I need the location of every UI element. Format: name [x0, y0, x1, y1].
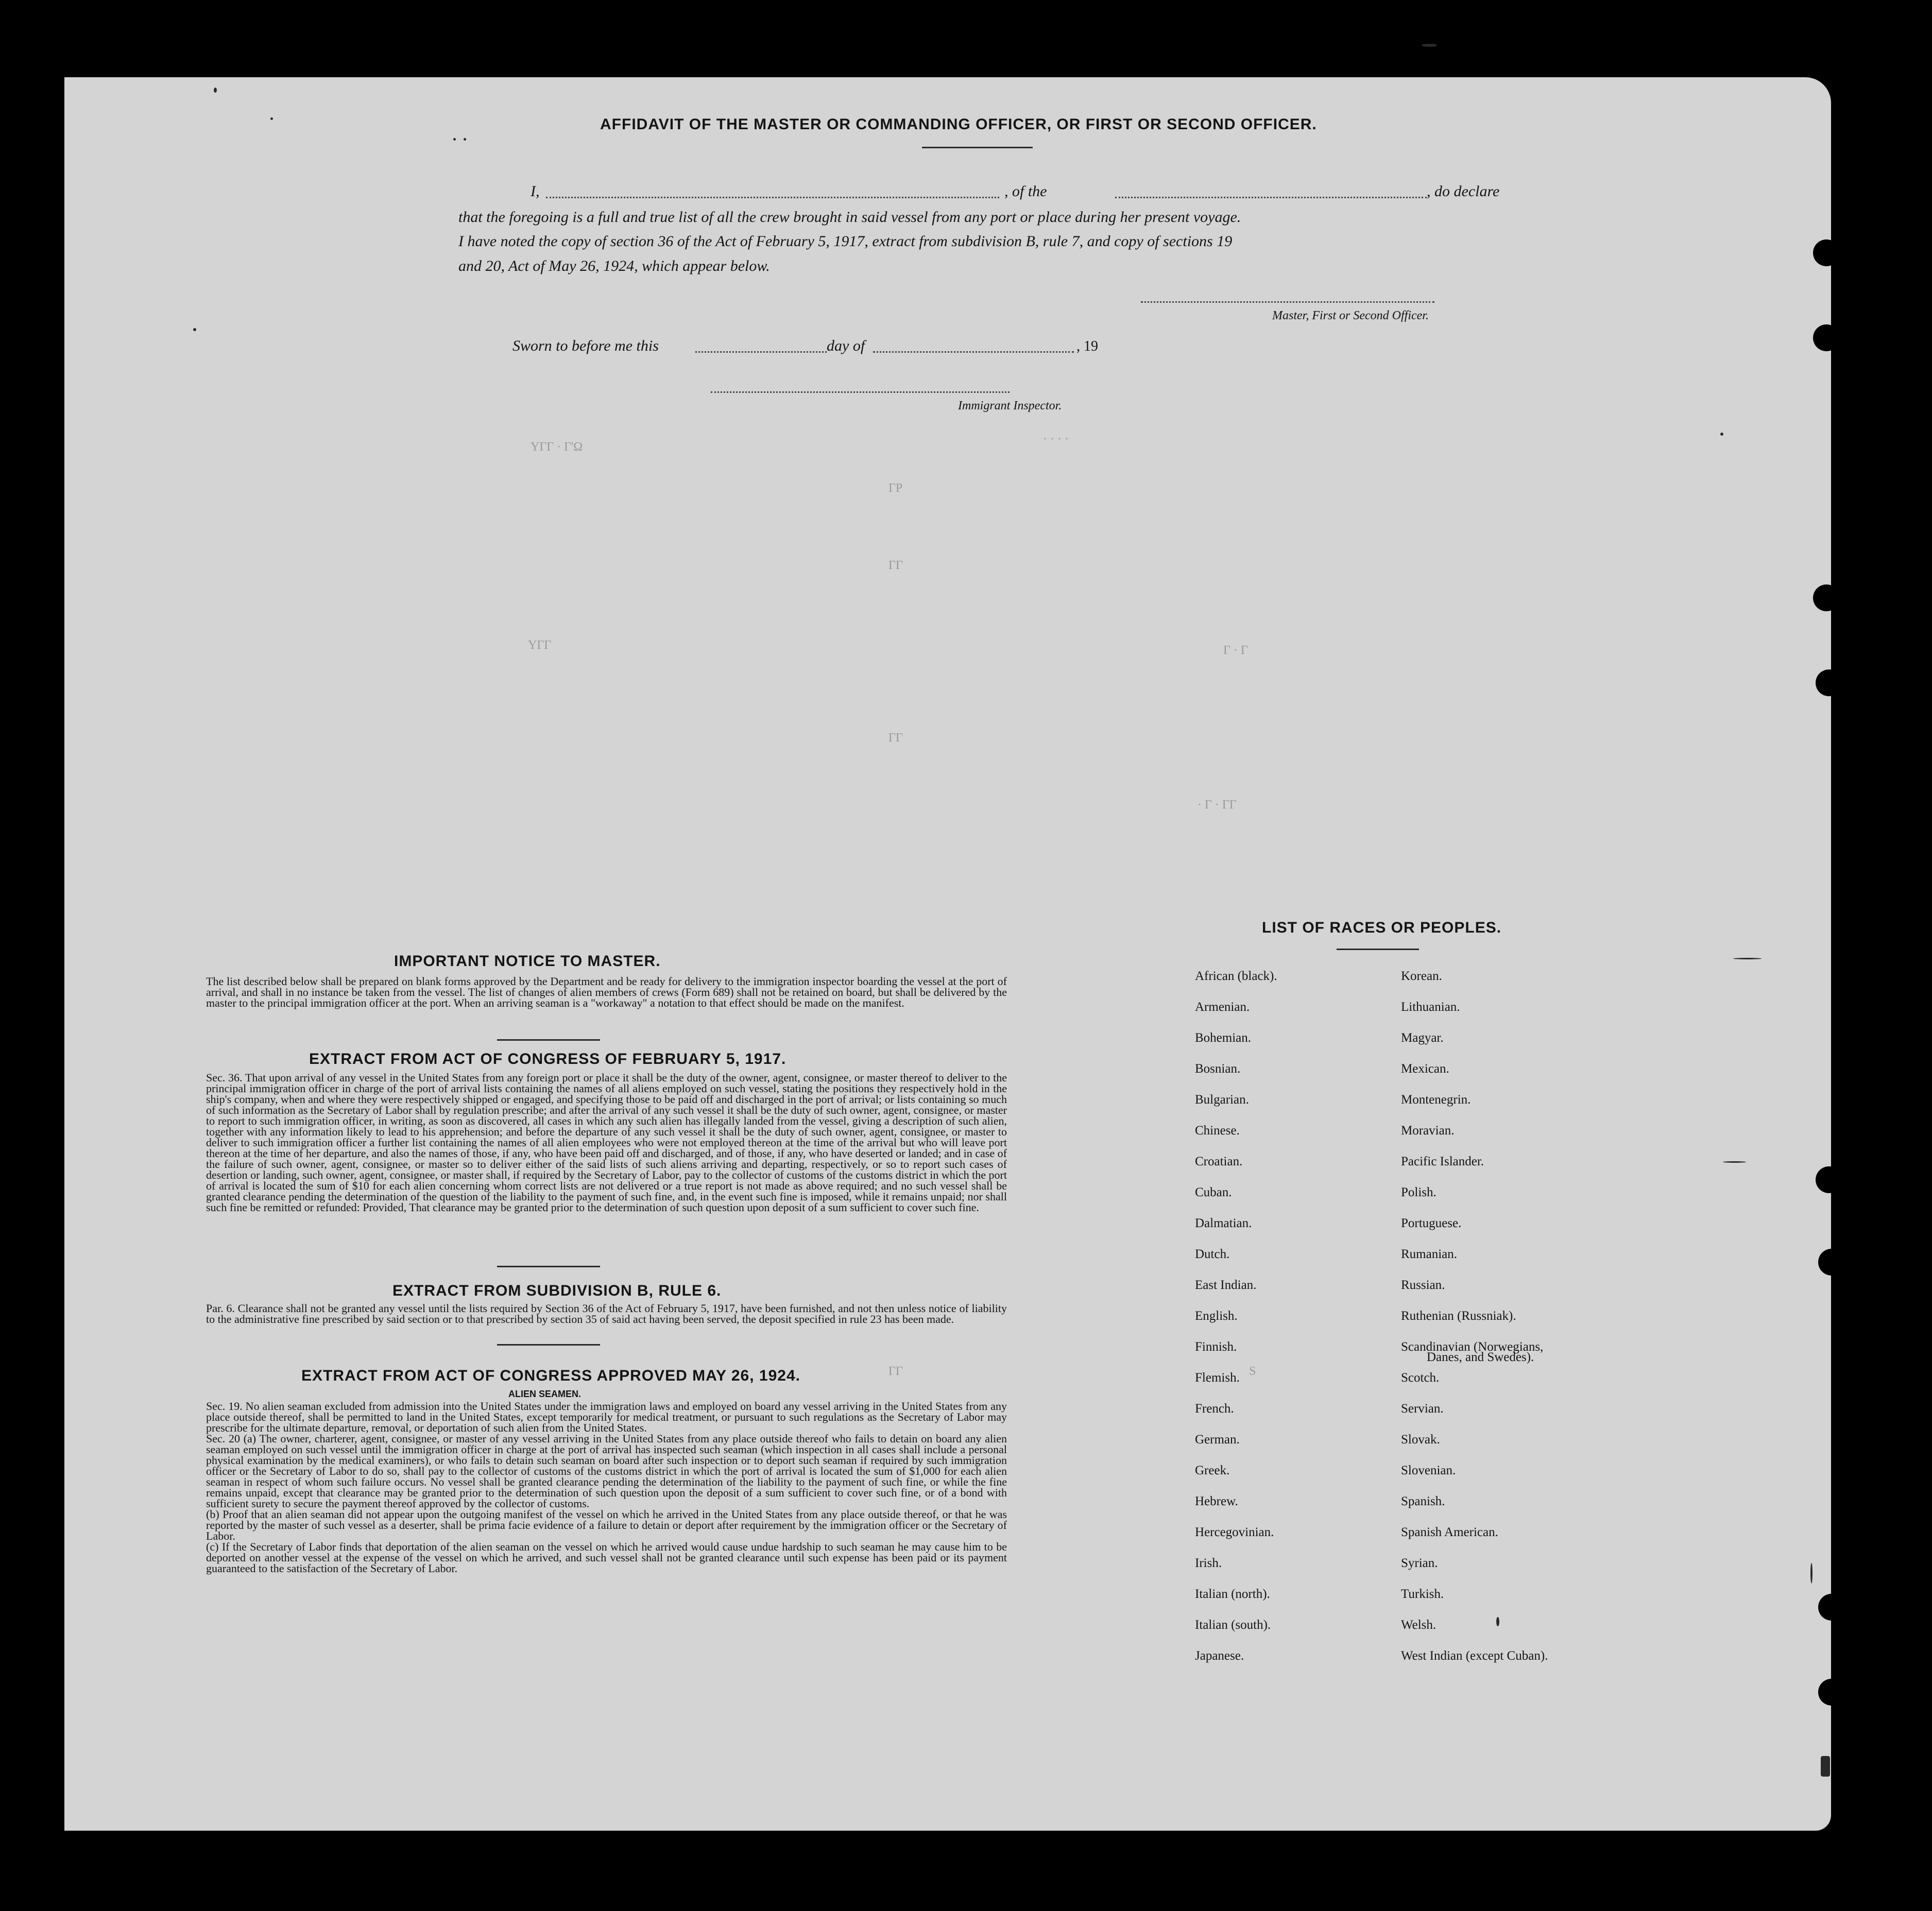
affidavit-line4: and 20, Act of May 26, 1924, which appear below. — [458, 257, 770, 274]
race-item: Ruthenian (Russniak). — [1401, 1309, 1516, 1323]
race-item: Hercegovinian. — [1195, 1525, 1274, 1539]
extract1924-sec20b: (b) Proof that an alien seaman did not appear upon the outgoing manifest of the vessel on which he arrived in the United States from any place outside thereof, or that he was reported by the master of such vessel as a deserter, shall be prima facie evidence of a failure to detain or deport after requirement by the immigration officer or the Secretary of Labor. — [206, 1508, 1007, 1542]
sworn-month-blank — [873, 351, 1074, 353]
race-item: Croatian. — [1195, 1155, 1243, 1168]
race-item: Magyar. — [1401, 1031, 1444, 1045]
extract1917-body: Sec. 36. That upon arrival of any vessel in the United States from any foreign port or place it shall be the duty of the owner, agent, consignee, or master thereof to deliver to the principal immigration officer in charge of the port of arrival lists containing the names of all aliens employed on such vessel, stating the positions they respectively hold in the ship's company, when and where they were respectively shipped or engaged, and specifying those to be paid off and discharged in the port of arrival; or lists containing so much of such information as the Secretary of Labor shall by regulation prescribe; and after the arrival of any such vessel it shall be the duty of such owner, agent, consignee, or master to report to such immigration officer, in writing, as soon as discovered, all cases in which any such alien has illegally landed from the vessel, giving a description of such alien, together with any information likely to lead to his apprehension; and before the departure of any such vessel it shall be the duty of such owner, agent, consignee, or master to deliver to such immigration officer a further list containing the names of all alien employees who were not employed thereon at the time of the arrival but who will leave port thereon at the time of her departure, and also the names of those, if any, who have been paid off and discharged, and of those, if any, who have deserted or landed; and in case of the failure of such owner, agent, consignee, or master so to deliver either of the said lists of such aliens arriving and departing, respectively, or so to report such cases of desertion or landing, such owner, agent, consignee, or master shall, if required by the Secretary of Labor, pay to the collector of customs of the customs district in which the port of arrival is located the sum of $10 for each alien concerning whom correct lists are not delivered or a true report is not made as above required; and no such vessel shall be granted clearance pending the determination of the question of the liability to the payment of such fine, and, in the event such fine is imposed, while it remains unpaid; nor shall such fine be remitted or refunded: Provided, That clearance may be granted prior to the determination of such question upon deposit of a sum sufficient to cover such fine. — [206, 1071, 1007, 1214]
punch-hole — [1818, 1679, 1845, 1706]
extract1924-body — [206, 1401, 1007, 1574]
race-item: East Indian. — [1195, 1278, 1257, 1292]
sworn-text-b: day of — [827, 337, 865, 354]
punch-hole — [1818, 1594, 1845, 1621]
extract1924-title: EXTRACT FROM ACT OF CONGRESS APPROVED MAY 26, 1924. — [301, 1367, 800, 1384]
race-item: Cuban. — [1195, 1185, 1232, 1199]
race-item: Spanish American. — [1401, 1525, 1498, 1539]
affidavit-title: AFFIDAVIT OF THE MASTER OR COMMANDING OFFICER, OR FIRST OR SECOND OFFICER. — [600, 116, 1317, 133]
sworn-day-blank — [695, 351, 827, 353]
inspector-label: Immigrant Inspector. — [958, 399, 1062, 412]
affidavit-line1-declare: , do declare — [1427, 183, 1500, 200]
race-item: Chinese. — [1195, 1124, 1240, 1138]
race-item: Syrian. — [1401, 1556, 1438, 1570]
sworn-text-a: Sworn to before me this — [512, 337, 659, 354]
race-item: Bohemian. — [1195, 1031, 1252, 1045]
inspector-line — [711, 391, 1010, 393]
race-item: Scotch. — [1401, 1371, 1440, 1385]
notice-rule — [497, 1039, 600, 1041]
race-item: Moravian. — [1401, 1124, 1455, 1138]
race-item: Spanish. — [1401, 1494, 1445, 1508]
extract1924-sec19: Sec. 19. No alien seaman excluded from admission into the United States under the immigration laws and employed on board any vessel arriving in the United States from any place outside thereof, shall be permitted to land in the United States, except temporarily for medical treatment, or pursuant to such regulations as the Secretary of Labor may prescribe for the ultimate departure, removal, or deportation of such alien from the United States. — [206, 1400, 1007, 1434]
signature-line — [1141, 301, 1434, 303]
rule6-body: Par. 6. Clearance shall not be granted any vessel until the lists required by Section 36 of the Act of February 5, 1917, have been furnished, and not then unless notice of liability to the administrative fine prescribed by said section or to that prescribed by section 35 of said act having been served, the deposit specified in rule 23 has been made. — [206, 1302, 1007, 1325]
punch-hole — [1816, 669, 1842, 696]
race-item: Dalmatian. — [1195, 1216, 1252, 1230]
race-item: Slovenian. — [1401, 1464, 1456, 1477]
affidavit-line2: that the foregoing is a full and true list of all the crew brought in said vessel from any port or place during her present voyage. — [458, 209, 1241, 226]
race-scandinavian-cont: Danes, and Swedes). — [1427, 1350, 1534, 1364]
race-item: German. — [1195, 1433, 1240, 1447]
race-item: Bosnian. — [1195, 1062, 1241, 1076]
rule6-title: EXTRACT FROM SUBDIVISION B, RULE 6. — [392, 1282, 722, 1299]
punch-hole — [1816, 1166, 1842, 1193]
race-item: French. — [1195, 1402, 1234, 1416]
notice-title: IMPORTANT NOTICE TO MASTER. — [394, 953, 661, 970]
extract1924-subtitle: ALIEN SEAMEN. — [508, 1389, 582, 1399]
extract1924-sec20a: Sec. 20 (a) The owner, charterer, agent, consignee, or master of any vessel arriving in the United States from any place outside thereof who fails to detain on board any alien seaman employed on such vessel until the immigration officer in charge at the port of arrival has inspected such seaman (which inspection in all cases shall include a personal physical examination by the medical examiners), or who fails to detain such seaman on board after such inspection or to deport such seaman if required by such immigration officer or the Secretary of Labor to do so, shall pay to the collector of customs of the customs district in which the port of arrival is located the sum of $1,000 for each alien seaman in respect of whom such failure occurs. No vessel shall be granted clearance pending the determination of the liability to the payment of such fine, or while the fine remains unpaid, except that clearance may be granted prior to the determination of such question upon the deposit of a sum sufficient to cover such fine, or of a bond with sufficient surety to secure the payment thereof approved by the collector of customs. — [206, 1432, 1007, 1510]
race-item: Bulgarian. — [1195, 1093, 1249, 1107]
race-item: Lithuanian. — [1401, 1000, 1460, 1014]
race-item: Polish. — [1401, 1185, 1437, 1199]
punch-hole — [1818, 1249, 1845, 1276]
sworn-text-c: , 19 — [1076, 338, 1098, 354]
affidavit-line1-of: , of the — [1004, 183, 1047, 200]
race-item: Pacific Islander. — [1401, 1155, 1484, 1168]
race-item: English. — [1195, 1309, 1238, 1323]
signature-label: Master, First or Second Officer. — [1272, 309, 1429, 322]
race-item: Portuguese. — [1401, 1216, 1462, 1230]
affidavit-title-rule — [922, 147, 1033, 148]
race-item: Greek. — [1195, 1464, 1230, 1477]
race-item: Slovak. — [1401, 1433, 1440, 1447]
extract1917-rule — [497, 1266, 600, 1267]
race-item: Dutch. — [1195, 1247, 1230, 1261]
race-item: Russian. — [1401, 1278, 1445, 1292]
race-item: Armenian. — [1195, 1000, 1250, 1014]
notice-body: The list described below shall be prepared on blank forms approved by the Department and be ready for delivery to the immigration inspector boarding the vessel at the port of arrival, and shall in no instance be taken from the vessel. The list of changes of alien members of crews (Form 689) shall not be retained on board, but shall be delivered by the master to the principal immigration officer at the port. When an arriving seaman is a "workaway" a notation to that effect should be made on the manifest. — [206, 975, 1007, 1009]
extract1924-sec20c: (c) If the Secretary of Labor finds that deportation of the alien seaman on the vessel on which he arrived would cause undue hardship to such seaman he may cause him to be deported on another vessel at the expense of the vessel on which he arrived, and such vessel shall not be granted clearance until such expense has been paid or its payment guaranteed to the satisfaction of the Secretary of Labor. — [206, 1540, 1007, 1575]
affidavit-name-blank — [546, 197, 999, 198]
race-item: Mexican. — [1401, 1062, 1449, 1076]
punch-hole — [1813, 324, 1840, 351]
race-item: Korean. — [1401, 969, 1442, 983]
race-item: African (black). — [1195, 969, 1277, 983]
races-title-rule — [1337, 949, 1419, 950]
rule6-rule — [497, 1344, 600, 1346]
race-item: Rumanian. — [1401, 1247, 1458, 1261]
race-item: West Indian (except Cuban). — [1401, 1649, 1548, 1663]
race-item: Servian. — [1401, 1402, 1444, 1416]
race-item: Irish. — [1195, 1556, 1222, 1570]
affidavit-vessel-blank — [1115, 197, 1427, 198]
race-item: Finnish. — [1195, 1340, 1237, 1354]
race-item: Scandinavian (Norwegians, — [1401, 1340, 1544, 1354]
punch-hole — [1813, 239, 1840, 266]
punch-hole — [1813, 584, 1840, 611]
race-item: Flemish. — [1195, 1371, 1240, 1385]
form-sheet: AFFIDAVIT OF THE MASTER OR COMMANDING OFFICER, OR FIRST OR SECOND OFFICER. I, , of the , do declare that the foregoing is a full and true list of all the crew brought in said vessel from any port or place during her present voyage. I have noted the copy of section 36 of the Act of February 5, 1917, extract from subdivision B, rule 7, and copy of sections 19 and 20, Act of May 26, 1924, which appear below. Master, First or Second Officer. Sworn to before me this day of , 19 Immigrant Inspector. ΥΓΓ · Γ'Ω ΓΡ ΓΓ ΥΓΓ Γ · Γ ΓΓ · Γ · ΓΓ S ΓΓ · · · · IMPORTANT NOTICE TO MASTER. The list described below shall be prepared on blank forms approved by the Department and be ready for delivery to the immigration inspector boarding the vessel at the port of arrival, and shall in no instance be taken from the vessel. The list of changes of alien members of crews (Form 689) shall not be retained on board, but shall be delivered by the master to the principal immigration officer at the port. When an arriving seaman is a "workaway" a notation to that effect should be made on the manifest. EXTRACT FROM ACT OF CONGRESS OF FEBRUARY 5, 1917. Sec. 36. That upon arrival of any vessel in the United States from any foreign port or place it shall be the duty of the owner, agent, consignee, or master thereof to deliver to the principal immigration officer in charge of the port of arrival lists containing the names of all aliens employed on such vessel, stating the positions they respectively hold in the ship's company, when and where they were respectively shipped or engaged, and specifying those to be paid off and discharged in the port of arrival; or lists containing so much of such information as the Secretary of Labor shall by regulation prescribe; and after the arrival of any such vessel it shall be the duty of such owner, agent, consignee, or master to report to such immigration officer, in writing, as soon as discovered, all cases in which any such alien has illegally landed from the vessel, giving a description of such alien, together with any information likely to lead to his apprehension; and before the departure of any such vessel it shall be the duty of such owner, agent, consignee, or master to deliver to such immigration officer a further list containing the names of all alien employees who were not employed thereon at the time of the arrival but who will leave port thereon at the time of her departure, and also the names of those, if any, who have been paid off and discharged, and of those, if any, who have deserted or landed; and in case of the failure of such owner, agent, consignee, or master so to deliver either of the said lists of such aliens arriving and departing, respectively, or so to report such cases of desertion or landing, such owner, agent, consignee, or master shall, if required by the Secretary of Labor, pay to the collector of customs of the customs district in which the port of arrival is located the sum of $10 for each alien concerning whom correct lists are not delivered or a true report is not made as above required; and no such vessel shall be granted clearance pending the determination of the question of the liability to the payment of such fine, and, in the event such fine is imposed, while it remains unpaid; nor shall such fine be remitted or refunded: Provided, That clearance may be granted prior to the determination of such question upon deposit of a sum sufficient to cover such fine. EXTRACT FROM SUBDIVISION B, RULE 6. Par. 6. Clearance shall not be granted any vessel until the lists required by Section 36 of the Act of February 5, 1917, have been furnished, and not then unless notice of liability to the administrative fine prescribed by said section or to that prescribed by section 35 of said act having been served, the deposit specified in rule 23 has been made. EXTRACT FROM ACT OF CONGRESS APPROVED MAY 26, 1924. ALIEN SEAMEN. Sec. 19. No alien seaman excluded from admission into the United States under the immigration laws and employed on board any vessel arriving in the United States from any place outside thereof, shall be permitted to land in the United States, except temporarily for medical treatment, or pursuant to such regulations as the Secretary of Labor may prescribe for the ultimate departure, removal, or deportation of such alien from the United States. Sec. 20 (a) The owner, charterer, agent, consignee, or master of any vessel arriving in the United States from any place outside thereof who fails to detain on board any alien seaman employed on such vessel until the immigration officer in charge at the port of arrival has inspected such seaman (which inspection in all cases shall include a personal physical examination by the medical examiners), or who fails to detain such seaman on board after such inspection or to deport such seaman if required by such immigration officer or the Secretary of Labor to do so, shall pay to the collector of customs of the customs district in which the port of arrival is located the sum of $1,000 for each alien seaman in respect of whom such failure occurs. No vessel shall be granted clearance pending the determination of the liability to the payment of such fine, or while the fine remains unpaid, except that clearance may be granted prior to the determination of such question upon the deposit of a sum sufficient to cover such fine, or of a bond with sufficient surety to secure the payment thereof approved by the collector of customs. (b) Proof that an alien seaman did not appear upon the outgoing manifest of the vessel on which he arrived in the United States from any place outside thereof, or that he was reported by the master of such vessel as a deserter, shall be prima facie evidence of a failure to detain or deport after requirement by the immigration officer or the Secretary of Labor. (c) If the Secretary of Labor finds that deportation of the alien seaman on the vessel on which he arrived would cause undue hardship to such seaman he may cause him to be deported on another vessel at the expense of the vessel on which he arrived, and such vessel shall not be granted clearance until such expense has been paid or its payment guaranteed to the satisfaction of the Secretary of Labor. LIST OF RACES OR PEOPLES. African (black). Armenian. Bohemian. Bosnian. Bulgarian. Chinese. Croatian. Cuban. Dalmatian. Dutch. East Indian. English. Finnish. Flemish. French. German. Greek. Hebrew. Hercegovinian. Irish. Italian (north). Italian (south). Japanese. Korean. Lithuanian. Magyar. Mexican. Montenegrin. Moravian. Pacific Islander. Polish. Portuguese. Rumanian. Russian. Ruthenian (Russniak). Scandinavian (Norwegians, Scotch. Servian. Slovak. Slovenian. Spanish. Spanish American. Syrian. Turkish. Welsh. West Indian (except Cuban). Danes, and Swedes). — [64, 77, 1831, 1831]
extract1917-title: EXTRACT FROM ACT OF CONGRESS OF FEBRUARY 5, 1917. — [309, 1051, 787, 1068]
race-item: Welsh. — [1401, 1618, 1437, 1632]
race-item: Japanese. — [1195, 1649, 1244, 1663]
race-item: Italian (north). — [1195, 1587, 1270, 1601]
race-item: Turkish. — [1401, 1587, 1444, 1601]
race-item: Italian (south). — [1195, 1618, 1271, 1632]
affidavit-line1-i: I, — [531, 183, 540, 200]
affidavit-line3: I have noted the copy of section 36 of the Act of February 5, 1917, extract from subdivision B, rule 7, and copy of sections 19 — [458, 233, 1233, 250]
race-item: Hebrew. — [1195, 1494, 1238, 1508]
races-title: LIST OF RACES OR PEOPLES. — [1262, 919, 1502, 936]
race-item: Montenegrin. — [1401, 1093, 1471, 1107]
